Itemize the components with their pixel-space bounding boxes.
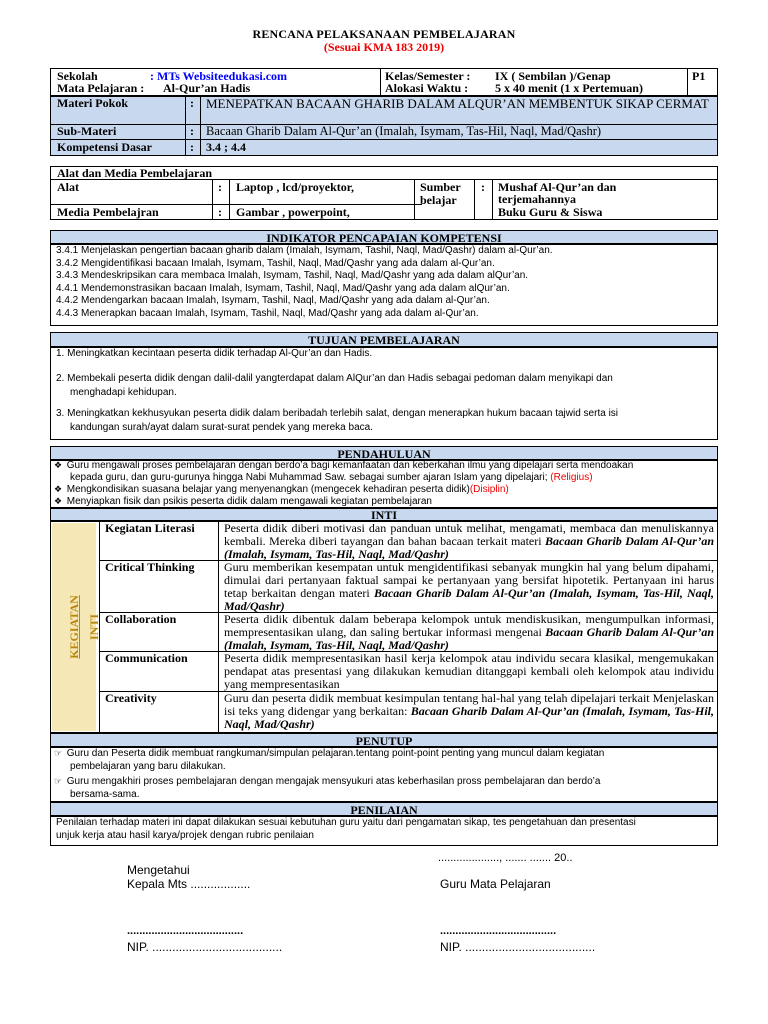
penutup-item-2: ☞ Guru mengakhiri proses pembelajaran dengan mengajak mensyukuri atas keberhasilan pross pembelajaran dan berdo’a xyxy=(53,776,601,787)
indikator-heading: INDIKATOR PENCAPAIAN KOMPETENSI xyxy=(50,230,718,244)
kelas-value: IX ( Sembilan )/Genap xyxy=(495,69,611,83)
row-label-collaboration: Collaboration xyxy=(105,612,177,626)
media-heading: Alat dan Media Pembelajaran xyxy=(57,166,212,180)
indikator-list xyxy=(56,245,716,320)
tujuan-item-3: 3. Meningkatkan kekhusyukan peserta didik dalam beribadah terlebih salat, dengan menerapkan hukum bacaan tajwid serta isi xyxy=(56,408,619,419)
row-label-critical-thinking: Critical Thinking xyxy=(105,560,195,574)
materi-pokok-value: MENEPATKAN BACAAN GHARIB DALAM ALQUR’AN MEMBENTUK SIKAP CERMAT xyxy=(206,96,709,111)
alokasi-label: Alokasi Waktu : xyxy=(385,81,469,95)
kompetensi-dasar-label: Kompetensi Dasar xyxy=(57,140,152,154)
row-text-creativity: Guru dan peserta didik membuat kesimpulan tentang hal-hal yang telah dipelajari terkait Menjelaskan isi teks yang didengar yang berkaitan: Bacaan Gharib Dalam Al-Qur’an (Imalah, Isymam, Tas-Hil, Naql, Mad/Qashr) xyxy=(224,691,715,731)
pointing-hand-icon: ☞ xyxy=(53,777,63,787)
document-title: RENCANA PELAKSANAAN PEMBELAJARAN xyxy=(252,27,516,41)
disiplin-tag: (Disiplin) xyxy=(469,484,509,495)
materi-pokok-label: Materi Pokok xyxy=(57,96,128,110)
kegiatan-inti-label: KEGIATAN INTI xyxy=(67,595,101,659)
tujuan-item-2: 2. Membekali peserta didik dengan dalil-dalil yangterdapat dalam AlQur’an dan Hadis sebagai pedoman dalam menyikapi dan xyxy=(56,373,613,384)
sekolah-label: Sekolah xyxy=(57,69,98,83)
pendahuluan-item-3: ❖ Menyiapkan fisik dan psikis peserta didik dalam mengawali kegiatan pembelajaran xyxy=(53,496,432,507)
indikator-item: 3.4.3 Mendeskripsikan cara membaca Imalah, Isymam, Tashil, Naql, Mad/Qashr yang ada dalam alQur’an. xyxy=(56,270,529,281)
diamond-bullet-icon: ❖ xyxy=(53,497,63,507)
mengetahui-text: Mengetahui xyxy=(127,863,190,877)
signature-line-right: ...................................... xyxy=(440,925,557,937)
religius-tag: (Religius) xyxy=(550,472,593,483)
sub-materi-label: Sub-Materi xyxy=(57,124,117,138)
pendahuluan-item-2: ❖ Mengkondisikan suasana belajar yang menyenangkan (mengecek kehadiran peserta didik)(Disiplin) xyxy=(53,484,509,495)
row-label-creativity: Creativity xyxy=(105,691,157,705)
row-label-communication: Communication xyxy=(105,651,188,665)
date-line: ...................., ....... ....... 20.. xyxy=(438,852,573,864)
sumber-label: Sumber xyxy=(420,180,461,194)
pertemuan-code: P1 xyxy=(692,69,706,83)
row-label-literasi: Kegiatan Literasi xyxy=(105,521,195,535)
kepala-mts-text: Kepala Mts .................. xyxy=(127,877,251,891)
indikator-item: 3.4.2 Mengidentifikasi bacaan Imalah, Isymam, Tashil, Naql, Mad/Qashr yang ada dalam al-Qur’an. xyxy=(56,257,495,269)
signature-line-left: ...................................... xyxy=(127,925,244,937)
guru-mapel-text: Guru Mata Pelajaran xyxy=(440,877,551,891)
alat-label: Alat xyxy=(57,180,79,194)
pendahuluan-item-1: ❖ Guru mengawali proses pembelajaran dengan berdo’a bagi kemanfaatan dan keberkahan ilmu yang dipelajari serta mendoakan xyxy=(53,460,634,471)
sekolah-value: : MTs Websiteedukasi.com xyxy=(150,69,288,83)
indikator-item: 3.4.1 Menjelaskan pengertian bacaan gharib dalam (Imalah, Isymam, Tashil, Naql, Mad/Qashr) dalam al-Qur’an. xyxy=(56,245,553,256)
nip-left: NIP. ....................................... xyxy=(127,940,283,954)
row-text-collaboration: Peserta didik dibentuk dalam beberapa kelompok untuk mendiskusikan, mengumpulkan informasi, mempresentasikan ulang, dan saling bertukar informasi mengenai Bacaan Gharib Dalam Al-Qur’an (Imalah, Isymam, Tas-Hil, Naql, Mad/Qashr) xyxy=(224,612,714,652)
indikator-item: 4.4.1 Mendemonstrasikan bacaan Imalah, Isymam, Tashil, Naql, Mad/Qashr yang ada dalam alQur’an. xyxy=(56,282,510,294)
media-label: Media Pembelajran xyxy=(57,205,159,219)
penutup-heading: PENUTUP xyxy=(50,733,718,747)
media-value: Gambar , powerpoint, xyxy=(236,205,350,219)
inti-heading: INTI xyxy=(50,508,718,521)
indikator-item: 4.4.2 Mendengarkan bacaan Imalah, Isymam, Tashil, Naql, Mad/Qashr yang ada dalam al-Qur’an. xyxy=(56,295,490,306)
kompetensi-dasar-value: 3.4 ; 4.4 xyxy=(206,140,246,154)
tujuan-item-1: 1. Meningkatkan kecintaan peserta didik terhadap Al-Qur’an dan Hadis. xyxy=(56,348,373,359)
row-text-literasi: Peserta didik diberi motivasi dan panduan untuk melihat, mengamati, membaca dan menuliskannya kembali. Mereka diberi tayangan dan bahan bacaan terkait materi Bacaan Gharib Dalam Al-Qur’an (Imalah, Isymam, Tas-Hil, Naql, Mad/Qashr) xyxy=(224,521,715,561)
alat-value: Laptop , lcd/proyektor, xyxy=(236,180,355,194)
diamond-bullet-icon: ❖ xyxy=(53,485,63,495)
pendahuluan-heading: PENDAHULUAN xyxy=(50,446,718,460)
kelas-label: Kelas/Semester : xyxy=(385,69,471,83)
tujuan-heading: TUJUAN PEMBELAJARAN xyxy=(50,332,718,347)
penutup-item-1: ☞ Guru dan Peserta didik membuat rangkuman/simpulan pelajaran.tentang point-point penting yang muncul dalam kegiatan xyxy=(53,748,605,759)
row-text-communication: Peserta didik mempresentasikan hasil kerja kelompok atau individu secara klasikal, mengemukakan pendapat atas presentasi yang dilakukan kemudian ditanggapi kembali oleh kelompok atau individu yang mempresentasikan xyxy=(224,651,714,691)
indikator-item: 4.4.3 Menerapkan bacaan Imalah, Isymam, Tashil, Naql, Mad/Qashr yang ada dalam al-Qur’an. xyxy=(56,307,479,319)
document-subtitle: (Sesuai KMA 183 2019) xyxy=(323,40,445,54)
penilaian-text: Penilaian terhadap materi ini dapat dilakukan sesuai kebutuhan guru yaitu dari pengamatan sikap, tes pengetahuan dan presentasi xyxy=(56,817,636,828)
penilaian-heading: PENILAIAN xyxy=(50,802,718,816)
sumber-value: Mushaf Al-Qur’an dan xyxy=(498,180,617,194)
diamond-bullet-icon: ❖ xyxy=(53,461,63,471)
mapel-value: Al-Qur’an Hadis xyxy=(163,81,251,95)
sub-materi-value: Bacaan Gharib Dalam Al-Qur’an (Imalah, Isymam, Tas-Hil, Naql, Mad/Qashr) xyxy=(206,124,602,138)
nip-right: NIP. ....................................... xyxy=(440,940,596,954)
pointing-hand-icon: ☞ xyxy=(53,749,63,759)
alokasi-value: 5 x 40 menit (1 x Pertemuan) xyxy=(495,81,643,95)
row-text-critical-thinking: Guru memberikan kesempatan untuk mengidentifikasi sebanyak mungkin hal yang belum dipahami, dimulai dari pertanyaan faktual sampai ke pertanyaan yang bersifat hipotetik. Pertanyaan ini harus tetap berkaitan dengan materi Bacaan Gharib Dalam Al-Qur’an (Imalah, Isymam, Tas-Hil, Naql, Mad/Qashr) xyxy=(224,560,715,613)
mapel-label: Mata Pelajaran : xyxy=(57,81,145,95)
